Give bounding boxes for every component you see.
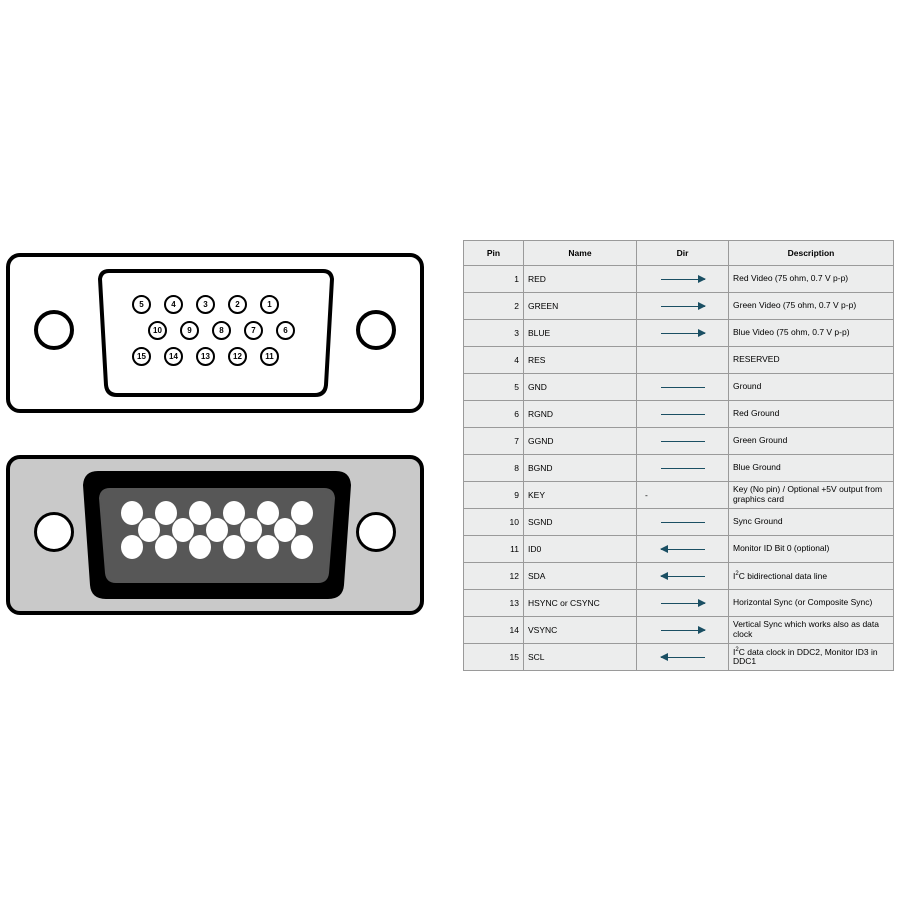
cell-signal-name: ID0 (524, 536, 637, 563)
pin-number-1: 1 (260, 295, 279, 314)
pin-number-14: 14 (164, 347, 183, 366)
table-row (464, 482, 894, 509)
column-header-name: Name (524, 241, 637, 266)
vga-connector-filled-view (6, 455, 424, 615)
table-row (464, 320, 894, 347)
arrow-left-icon (637, 563, 729, 590)
cell-description: Green Ground (729, 428, 894, 455)
pin-number-11: 11 (260, 347, 279, 366)
cell-description: RESERVED (729, 347, 894, 374)
pin-number-13: 13 (196, 347, 215, 366)
pin-number-3: 3 (196, 295, 215, 314)
cell-pin-number: 2 (464, 293, 524, 320)
cell-pin-number: 13 (464, 590, 524, 617)
table-row (464, 536, 894, 563)
table-row (464, 266, 894, 293)
line-icon (637, 455, 729, 482)
cell-description: Blue Ground (729, 455, 894, 482)
line-icon (637, 374, 729, 401)
cell-description: Red Ground (729, 401, 894, 428)
pinout-table-container (463, 240, 893, 671)
arrow-right-icon (637, 293, 729, 320)
pin-number-6: 6 (276, 321, 295, 340)
table-row (464, 455, 894, 482)
cell-description: $I^2C$ bidirectional data line (729, 563, 894, 590)
cell-description: Vertical Sync which works also as data clock (729, 617, 894, 644)
table-row (464, 563, 894, 590)
arrow-right-icon (637, 590, 729, 617)
cell-pin-number: 9 (464, 482, 524, 509)
table-row (464, 374, 894, 401)
arrow-right-icon (637, 266, 729, 293)
column-header-dir: Dir (637, 241, 729, 266)
d-shaped-shroud-filled (74, 465, 359, 605)
cell-pin-number: 11 (464, 536, 524, 563)
cell-signal-name: GREEN (524, 293, 637, 320)
pin-number-7: 7 (244, 321, 263, 340)
cell-dir-empty (637, 347, 729, 374)
cell-pin-number: 10 (464, 509, 524, 536)
cell-dir-dash (637, 482, 729, 509)
pin-number-15: 15 (132, 347, 151, 366)
cell-signal-name: SGND (524, 509, 637, 536)
cell-signal-name: BLUE (524, 320, 637, 347)
table-row (464, 293, 894, 320)
cell-signal-name: VSYNC (524, 617, 637, 644)
screw-hole-right-icon (356, 310, 396, 350)
table-row (464, 428, 894, 455)
cell-signal-name: RED (524, 266, 637, 293)
pin-number-10: 10 (148, 321, 167, 340)
table-header-row (464, 241, 894, 266)
table-row (464, 509, 894, 536)
line-icon (637, 401, 729, 428)
cell-description: Green Video (75 ohm, 0.7 V p-p) (729, 293, 894, 320)
cell-signal-name: HSYNC or CSYNC (524, 590, 637, 617)
cell-signal-name: BGND (524, 455, 637, 482)
cell-pin-number: 6 (464, 401, 524, 428)
table-row (464, 590, 894, 617)
cell-pin-number: 12 (464, 563, 524, 590)
table-row (464, 644, 894, 671)
cell-pin-number: 15 (464, 644, 524, 671)
line-icon (637, 509, 729, 536)
cell-signal-name: SCL (524, 644, 637, 671)
cell-pin-number: 14 (464, 617, 524, 644)
screw-hole-left-filled-icon (34, 512, 74, 552)
line-icon (637, 428, 729, 455)
arrow-left-icon (637, 536, 729, 563)
table-row (464, 617, 894, 644)
cell-description: Sync Ground (729, 509, 894, 536)
cell-signal-name: KEY (524, 482, 637, 509)
cell-description: Red Video (75 ohm, 0.7 V p-p) (729, 266, 894, 293)
pin-number-12: 12 (228, 347, 247, 366)
dir-dash-label: - (645, 490, 648, 500)
cell-description: $I^2C$ data clock in DDC2, Monitor ID3 in DDC1 (729, 644, 894, 671)
cell-description: Horizontal Sync (or Composite Sync) (729, 590, 894, 617)
cell-pin-number: 1 (464, 266, 524, 293)
table-row (464, 401, 894, 428)
cell-pin-number: 7 (464, 428, 524, 455)
cell-pin-number: 4 (464, 347, 524, 374)
cell-pin-number: 8 (464, 455, 524, 482)
cell-signal-name: RES (524, 347, 637, 374)
pin-number-2: 2 (228, 295, 247, 314)
screw-hole-right-filled-icon (356, 512, 396, 552)
pin-number-4: 4 (164, 295, 183, 314)
pin-number-5: 5 (132, 295, 151, 314)
cell-signal-name: RGND (524, 401, 637, 428)
cell-signal-name: GGND (524, 428, 637, 455)
screw-hole-left-icon (34, 310, 74, 350)
pinout-table (463, 240, 894, 671)
cell-pin-number: 5 (464, 374, 524, 401)
cell-signal-name: SDA (524, 563, 637, 590)
cell-pin-number: 3 (464, 320, 524, 347)
pin-number-9: 9 (180, 321, 199, 340)
cell-description: Blue Video (75 ohm, 0.7 V p-p) (729, 320, 894, 347)
cell-description: Monitor ID Bit 0 (optional) (729, 536, 894, 563)
cell-description: Key (No pin) / Optional +5V output from graphics card (729, 482, 894, 509)
pin-number-8: 8 (212, 321, 231, 340)
arrow-left-icon (637, 644, 729, 671)
column-header-desc: Description (729, 241, 894, 266)
cell-signal-name: GND (524, 374, 637, 401)
vga-connector-outline-view (6, 253, 424, 413)
column-header-pin: Pin (464, 241, 524, 266)
arrow-right-icon (637, 617, 729, 644)
cell-description: Ground (729, 374, 894, 401)
table-row (464, 347, 894, 374)
pinout-table-body (464, 266, 894, 671)
arrow-right-icon (637, 320, 729, 347)
